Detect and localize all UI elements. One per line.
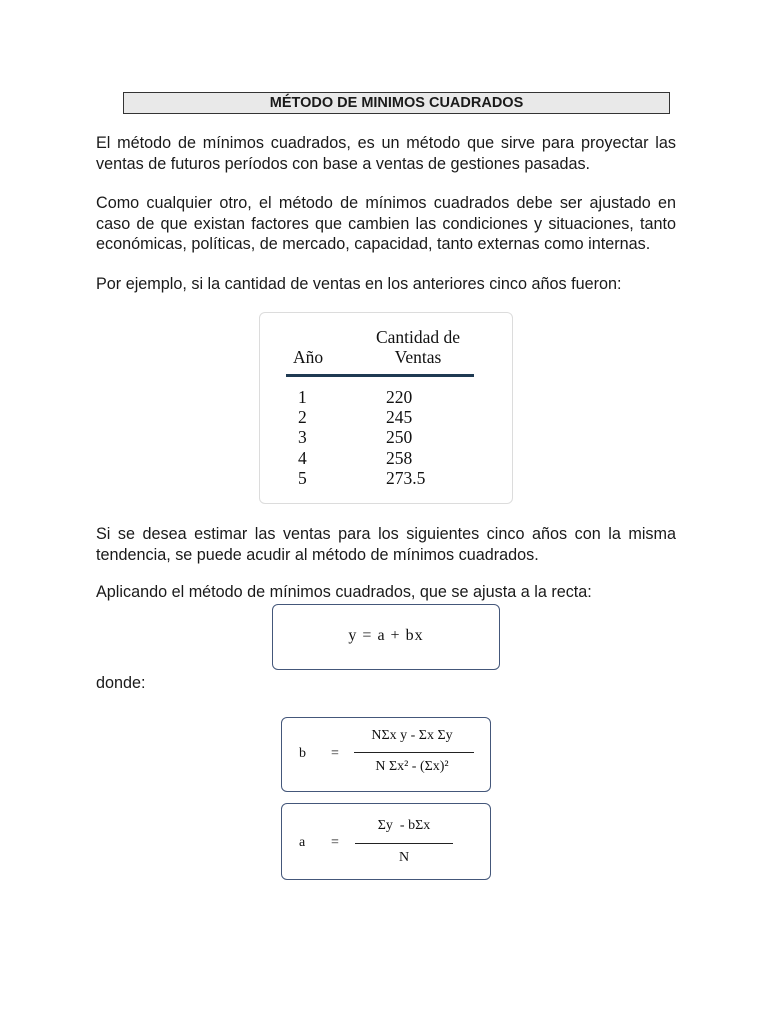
formula-a-equals: =: [331, 835, 339, 850]
paragraph-intro: El método de mínimos cuadrados, es un método que sirve para proyectar las ventas de futuros períodos con base a ventas de gestiones pasadas.: [96, 134, 676, 173]
line-equation: y = a + bx: [348, 627, 424, 644]
cell-year: 3: [298, 427, 307, 448]
header-quantity: [358, 327, 478, 367]
paragraph-apply: Aplicando el método de mínimos cuadrados, que se ajusta a la recta:: [96, 583, 592, 601]
table-body: [260, 387, 512, 488]
cell-qty: 273.5: [386, 467, 426, 488]
table-row: [260, 407, 512, 427]
table-row: [260, 387, 512, 407]
cell-year: 1: [298, 387, 307, 407]
formula-a-fraction-line: [355, 843, 453, 844]
cell-year: 4: [298, 447, 307, 468]
formula-b-fraction-line: [354, 752, 474, 753]
paragraph-example: Por ejemplo, si la cantidad de ventas en los anteriores cinco años fueron:: [96, 275, 622, 293]
formula-a-denominator: N: [398, 850, 410, 865]
header-rule: [286, 374, 474, 377]
cell-qty: 220: [386, 387, 413, 407]
cell-year: 2: [298, 407, 307, 428]
formula-b-lhs: b: [299, 746, 306, 761]
formula-a-box: [281, 803, 491, 880]
header-quantity-line2: Ventas: [394, 347, 442, 367]
sales-table: [259, 312, 513, 504]
formula-b-denominator: N Σx² - (Σx)²: [375, 759, 449, 774]
cell-qty: 245: [386, 407, 413, 428]
paragraph-estimate: Si se desea estimar las ventas para los siguientes cinco años con la misma tendencia, se puede acudir al método de mínimos cuadrados.: [96, 525, 676, 564]
formula-b-numerator: NΣx y - Σx Σy: [371, 728, 453, 743]
cell-qty: 258: [386, 447, 413, 468]
document-title: MÉTODO DE MINIMOS CUADRADOS: [123, 92, 670, 114]
cell-qty: 250: [386, 427, 413, 448]
cell-year: 5: [298, 467, 307, 488]
table-row: [260, 468, 512, 488]
table-row: [260, 427, 512, 447]
header-year: Año: [293, 347, 324, 367]
header-quantity-line1: Cantidad de: [375, 327, 461, 347]
paragraph-adjustment: Como cualquier otro, el método de mínimos cuadrados debe ser ajustado en caso de que existan factores que cambien las condiciones y situaciones, tanto económicas, políticas, de mercado, capacidad, tanto externas como internas.: [96, 194, 676, 253]
formula-a-numerator: Σy - bΣx: [377, 818, 431, 833]
formula-b-box: [281, 717, 491, 792]
formula-b-equals: =: [331, 746, 339, 761]
line-equation-box: [272, 604, 500, 670]
formula-a-lhs: a: [299, 835, 306, 850]
table-row: [260, 448, 512, 468]
paragraph-where: donde:: [96, 674, 146, 692]
